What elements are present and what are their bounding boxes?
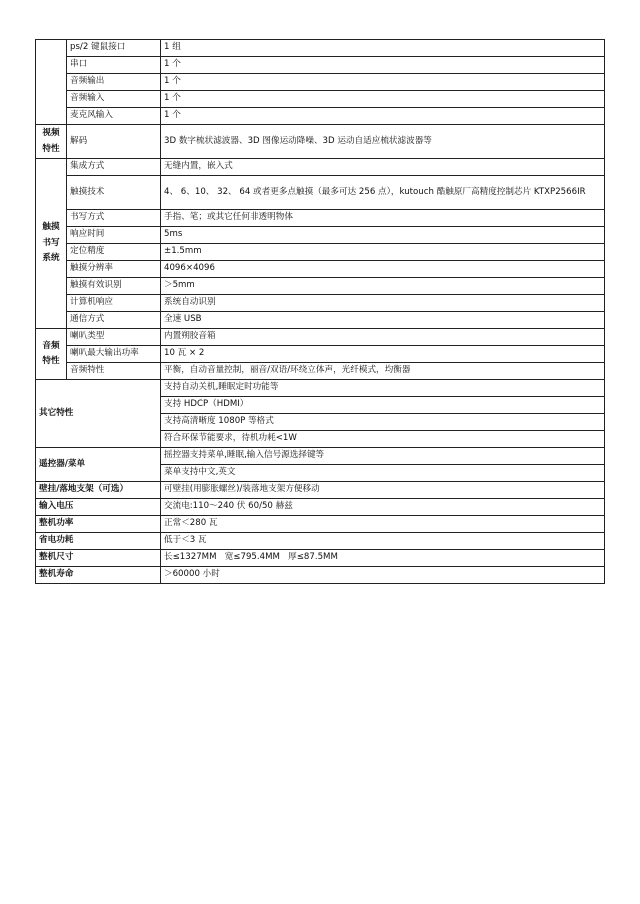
row-value: 可壁挂(用膨胀螺丝)/装落地支架方便移动 bbox=[161, 482, 605, 499]
row-label: 壁挂/落地支架（可选） bbox=[36, 482, 161, 499]
row-value: 1 个 bbox=[161, 57, 605, 74]
row-label: 计算机响应 bbox=[67, 295, 161, 312]
row-label: 响应时间 bbox=[67, 227, 161, 244]
row-label: 输入电压 bbox=[36, 499, 161, 516]
row-value: 5ms bbox=[161, 227, 605, 244]
interface-section-cell bbox=[36, 40, 67, 125]
table-row bbox=[36, 550, 605, 567]
row-value: ＞5mm bbox=[161, 278, 605, 295]
table-row bbox=[36, 363, 605, 380]
row-label: 麦克风输入 bbox=[67, 108, 161, 125]
row-value: 1 个 bbox=[161, 91, 605, 108]
row-value: 正常＜280 瓦 bbox=[161, 516, 605, 533]
row-value: ＞60000 小时 bbox=[161, 567, 605, 584]
row-value: 长≤1327MM 宽≤795.4MM 厚≤87.5MM bbox=[161, 550, 605, 567]
row-value: 10 瓦 × 2 bbox=[161, 346, 605, 363]
row-label: 音频输出 bbox=[67, 74, 161, 91]
table-row bbox=[36, 261, 605, 278]
row-label: 喇叭最大输出功率 bbox=[67, 346, 161, 363]
row-label: 集成方式 bbox=[67, 159, 161, 176]
row-value: 4、 6、10、 32、 64 或者更多点触摸（最多可达 256 点），kutouch 酷触原厂高精度控制芯片 KTXP2566IR bbox=[161, 176, 605, 210]
row-value: 1 组 bbox=[161, 40, 605, 57]
section-remote: 遥控器/菜单 bbox=[36, 448, 161, 482]
row-label: 解码 bbox=[67, 125, 161, 159]
table-row bbox=[36, 40, 605, 57]
section-video: 视频 特性 bbox=[36, 125, 67, 159]
table-row bbox=[36, 482, 605, 499]
row-value: 摇控器支持菜单,睡眠,输入信号源选择键等 bbox=[161, 448, 605, 465]
table-row bbox=[36, 448, 605, 465]
row-label: 定位精度 bbox=[67, 244, 161, 261]
table-row bbox=[36, 210, 605, 227]
table-row bbox=[36, 278, 605, 295]
spec-sheet bbox=[35, 39, 604, 584]
table-row bbox=[36, 159, 605, 176]
row-label: 音频输入 bbox=[67, 91, 161, 108]
row-value: 手指、笔；或其它任何非透明物体 bbox=[161, 210, 605, 227]
row-value: 4096×4096 bbox=[161, 261, 605, 278]
row-label: 喇叭类型 bbox=[67, 329, 161, 346]
row-label: ps/2 键鼠接口 bbox=[67, 40, 161, 57]
table-row bbox=[36, 346, 605, 363]
row-label: 书写方式 bbox=[67, 210, 161, 227]
row-value: 菜单支持中文,英文 bbox=[161, 465, 605, 482]
row-value: 交流电:110～240 伏 60/50 赫兹 bbox=[161, 499, 605, 516]
row-value: 内置朔胶音箱 bbox=[161, 329, 605, 346]
table-row bbox=[36, 57, 605, 74]
table-row bbox=[36, 329, 605, 346]
section-other: 其它特性 bbox=[36, 380, 161, 448]
row-value: 1 个 bbox=[161, 74, 605, 91]
table-row bbox=[36, 176, 605, 210]
table-row bbox=[36, 295, 605, 312]
table-row bbox=[36, 312, 605, 329]
row-label: 串口 bbox=[67, 57, 161, 74]
row-label: 整机尺寸 bbox=[36, 550, 161, 567]
row-value: 全速 USB bbox=[161, 312, 605, 329]
row-value: 平衡，自动音量控制，丽音/双语/环绕立体声，光纤模式，均衡器 bbox=[161, 363, 605, 380]
row-label: 整机寿命 bbox=[36, 567, 161, 584]
table-row bbox=[36, 533, 605, 550]
row-value: 3D 数字梳状滤波器、3D 图像运动降噪、3D 运动自适应梳状滤波器等 bbox=[161, 125, 605, 159]
table-row bbox=[36, 91, 605, 108]
row-value: 支持 HDCP（HDMI） bbox=[161, 397, 605, 414]
table-row bbox=[36, 499, 605, 516]
section-audio: 音频 特性 bbox=[36, 329, 67, 380]
table-row bbox=[36, 516, 605, 533]
row-value: 系统自动识别 bbox=[161, 295, 605, 312]
row-label: 触摸分辨率 bbox=[67, 261, 161, 278]
row-label: 省电功耗 bbox=[36, 533, 161, 550]
table-row bbox=[36, 380, 605, 397]
table-row bbox=[36, 74, 605, 91]
row-value: 支持高清晰度 1080P 等格式 bbox=[161, 414, 605, 431]
section-touch: 触摸 书写 系统 bbox=[36, 159, 67, 329]
row-label: 通信方式 bbox=[67, 312, 161, 329]
table-row bbox=[36, 108, 605, 125]
row-value: 符合环保节能要求，待机功耗<1W bbox=[161, 431, 605, 448]
row-label: 音频特性 bbox=[67, 363, 161, 380]
row-value: ±1.5mm bbox=[161, 244, 605, 261]
row-value: 1 个 bbox=[161, 108, 605, 125]
row-value: 低于＜3 瓦 bbox=[161, 533, 605, 550]
row-value: 无缝内置，嵌入式 bbox=[161, 159, 605, 176]
row-label: 触摸技术 bbox=[67, 176, 161, 210]
spec-table bbox=[35, 39, 605, 584]
table-row bbox=[36, 244, 605, 261]
table-row bbox=[36, 227, 605, 244]
table-row bbox=[36, 567, 605, 584]
table-row bbox=[36, 125, 605, 159]
row-label: 触摸有效识别 bbox=[67, 278, 161, 295]
row-value: 支持自动关机,睡眠定时功能等 bbox=[161, 380, 605, 397]
row-label: 整机功率 bbox=[36, 516, 161, 533]
